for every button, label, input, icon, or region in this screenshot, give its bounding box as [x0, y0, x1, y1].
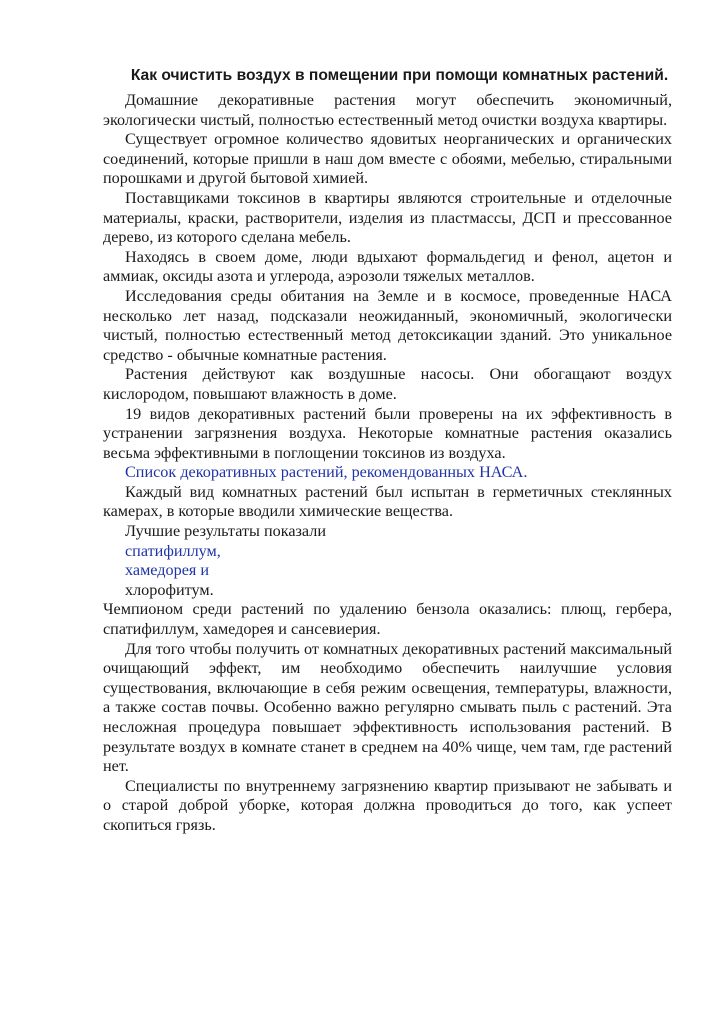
best-plant-item[interactable]: хамедорея и	[125, 561, 210, 580]
paragraph-3: Поставщиками токсинов в квартиры являются строительные и отделочные материалы, краски, растворители, изделия из пластмассы, ДСП и прессованное дерево, из которого сделана мебель.	[103, 188, 672, 247]
paragraph-10: Для того чтобы получить от комнатных декоративных растений максимальный очищающий эффект, им необходимо обеспечить наилучшие условия существования, включающие в себя режим освещения, температуры, влажности, а также состав почвы. Особенно важно регулярно смывать пыль с растений. Эта несложная процедура повышает эффективность использования растений. В результате воздух в комнате станет в среднем на 40% чище, чем там, где растений нет.	[103, 639, 672, 776]
paragraph-4: Находясь в своем доме, люди вдыхают формальдегид и фенол, ацетон и аммиак, оксиды азота и углерода, аэрозоли тяжелых металлов.	[103, 247, 672, 286]
document-page	[103, 66, 672, 836]
paragraph-8: Каждый вид комнатных растений был испытан в герметичных стеклянных камерах, в которые вводили химические вещества.	[103, 482, 672, 521]
best-results-intro: Лучшие результаты показали	[125, 522, 326, 541]
paragraph-7: 19 видов декоративных растений были проверены на их эффективность в устранении загрязнения воздуха. Некоторые комнатные растения оказались весьма эффективными в поглощении токсинов из воздуха.	[103, 404, 672, 462]
nasa-plant-list-link[interactable]: Список декоративных растений, рекомендованных НАСА.	[125, 463, 528, 482]
paragraph-2: Существует огромное количество ядовитых неорганических и органических соединений, которые пришли в наш дом вместе с обоями, мебелью, стиральными порошками и другой бытовой химией.	[103, 130, 672, 188]
best-plant-item[interactable]: спатифиллум,	[125, 541, 221, 560]
document-title: Как очистить воздух в помещении при помощи комнатных растений.	[130, 67, 669, 84]
paragraph-9: Чемпионом среди растений по удалению бензола оказались: плющ, гербера, спатифиллум, хамедорея и сансевиерия.	[103, 600, 672, 639]
paragraph-6: Растения действуют как воздушные насосы. Они обогащают воздух кислородом, повышают влажность в доме.	[103, 365, 672, 403]
paragraph-1: Домашние декоративные растения могут обеспечить экономичный, экологически чистый, полностью естественный метод очистки воздуха квартиры.	[103, 91, 672, 129]
paragraph-11: Специалисты по внутреннему загрязнению квартир призывают не забывать и о старой доброй уборке, которая должна проводиться до того, как успеет скопиться грязь.	[103, 776, 672, 834]
paragraph-5: Исследования среды обитания на Земле и в космосе, проведенные НАСА несколько лет назад, подсказали неожиданный, экономичный, экологически чистый, полностью естественный метод детоксикации зданий. Это уникальное средство - обычные комнатные растения.	[103, 286, 672, 364]
best-plant-item: хлорофитум.	[125, 580, 214, 599]
